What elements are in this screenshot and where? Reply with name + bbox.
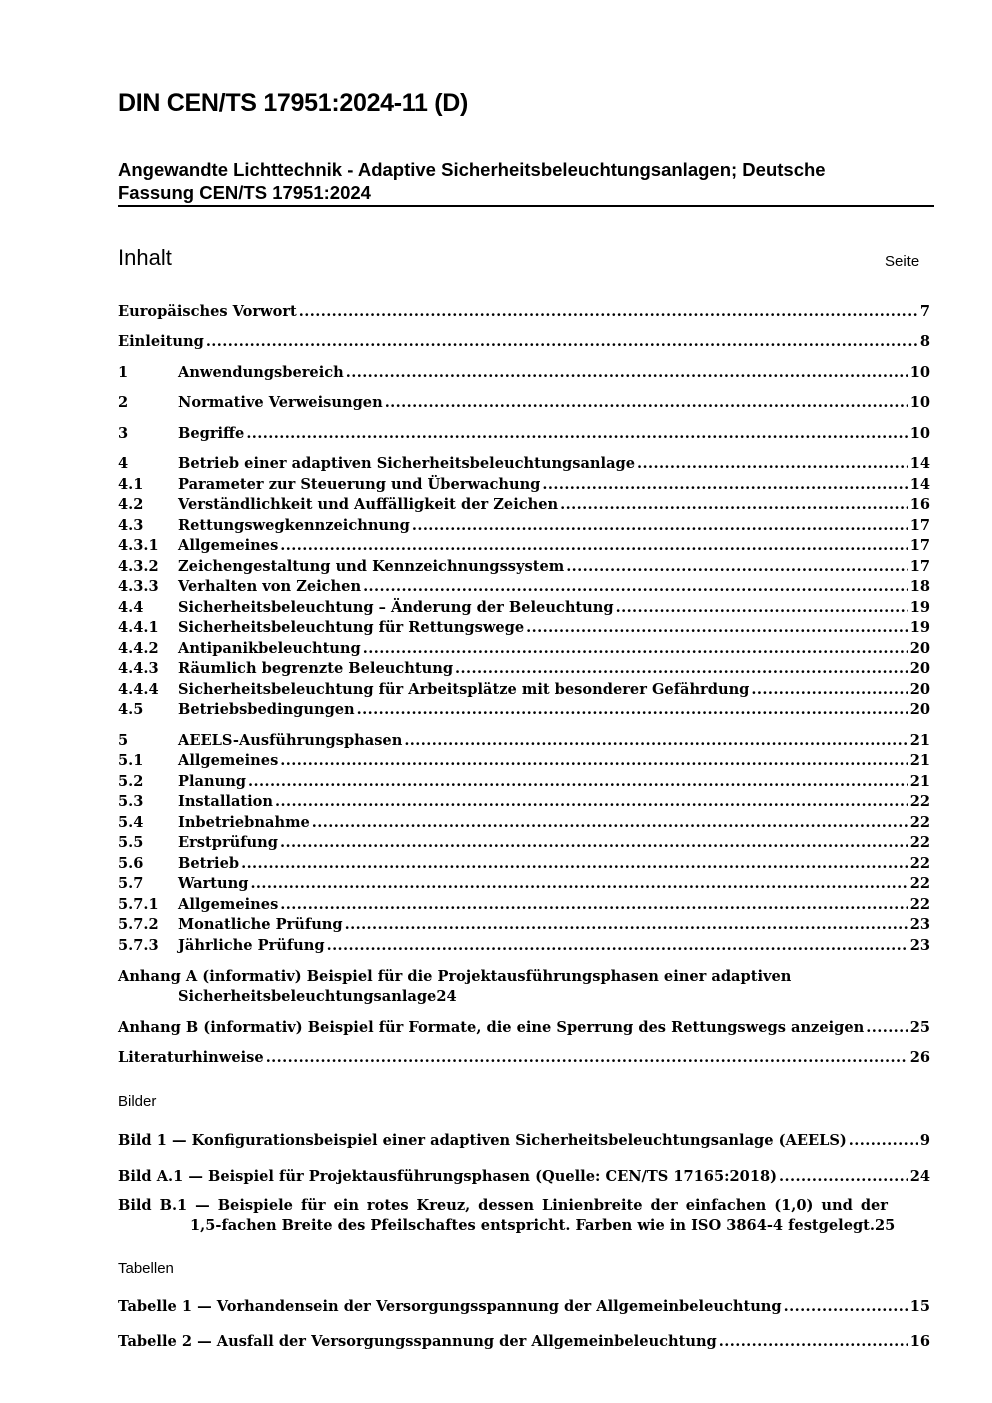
toc-entry-5-7-3[interactable] xyxy=(118,936,930,956)
toc-entry-vorwort[interactable] xyxy=(118,302,930,322)
toc-entry-text: Verständlichkeit und Auffälligkeit der Zeichen xyxy=(178,496,559,513)
leader-dots xyxy=(751,680,907,700)
toc-entry-number: 4.3.1 xyxy=(118,537,159,554)
toc-entry-text: Betrieb einer adaptiven Sicherheitsbeleuchtungsanlage xyxy=(178,455,636,472)
toc-entry-text: Anwendungsbereich xyxy=(178,364,344,381)
toc-entry-page: 10 xyxy=(909,364,930,381)
leader-dots xyxy=(312,813,908,833)
toc-entry-4-4-2[interactable] xyxy=(118,639,930,659)
leader-dots xyxy=(345,915,908,935)
leader-dots xyxy=(246,424,907,444)
toc-entry-5-2[interactable] xyxy=(118,772,930,792)
toc-entry-page: 14 xyxy=(909,455,930,472)
leader-dots xyxy=(616,598,908,618)
leader-dots xyxy=(250,874,907,894)
toc-entry-5-6[interactable] xyxy=(118,854,930,874)
toc-entry-number: 5 xyxy=(118,732,129,749)
leader-dots xyxy=(241,854,908,874)
leader-dots xyxy=(385,393,908,413)
toc-entry-page: 23 xyxy=(909,937,930,954)
toc-entry-text: Literaturhinweise xyxy=(118,1049,264,1066)
toc-entry-text: Wartung xyxy=(178,875,249,892)
toc-entry-text: Sicherheitsbeleuchtung für Arbeitsplätze mit besonderer Gefährdung xyxy=(178,681,750,698)
toc-entry-text: Erstprüfung xyxy=(178,834,278,851)
toc-entry-text: Betriebsbedingungen xyxy=(178,701,355,718)
toc-entry-number: 5.6 xyxy=(118,855,144,872)
toc-entry-number: 4.4.3 xyxy=(118,660,159,677)
leader-dots xyxy=(526,618,908,638)
toc-entry-text: Sicherheitsbeleuchtung für Rettungswege xyxy=(178,619,525,636)
toc-entry-number: 5.2 xyxy=(118,773,144,790)
leader-dots xyxy=(280,751,907,771)
toc-entry-text: Allgemeines xyxy=(178,537,279,554)
figure-entry-page: 24 xyxy=(909,1168,930,1185)
annex-a-line-1: Anhang A (informativ) Beispiel für die Projektausführungsphasen einer adaptiven xyxy=(118,968,792,985)
toc-entry-text: Inbetriebnahme xyxy=(178,814,310,831)
toc-entry-page: 10 xyxy=(909,425,930,442)
bild-b1-line-2: 1,5-fachen Breite des Pfeilschaftes entspricht. Farben wie in ISO 3864-4 festgelegt. xyxy=(190,1217,876,1234)
toc-entry-5-4[interactable] xyxy=(118,813,930,833)
leader-dots xyxy=(849,1131,918,1151)
toc-entry-5-5[interactable] xyxy=(118,833,930,853)
figure-entry-page: 9 xyxy=(919,1132,930,1149)
leader-dots xyxy=(363,639,908,659)
toc-entry-number: 4.4.4 xyxy=(118,681,159,698)
toc-entry-number: 4.2 xyxy=(118,496,144,513)
toc-entry-4[interactable] xyxy=(118,454,930,474)
toc-entry-5-7[interactable] xyxy=(118,874,930,894)
toc-entry-page: 23 xyxy=(909,916,930,933)
figure-entry-text: Bild 1 — Konfigurationsbeispiel einer adaptiven Sicherheitsbeleuchtungsanlage (AEELS) xyxy=(118,1132,847,1149)
toc-entry-4-3-1[interactable] xyxy=(118,536,930,556)
leader-dots xyxy=(560,495,908,515)
toc-entry-page: 21 xyxy=(909,773,930,790)
figures-heading: Bilder xyxy=(118,1093,157,1110)
table-entry-1[interactable] xyxy=(118,1297,930,1317)
toc-entry-text: Einleitung xyxy=(118,333,204,350)
toc-entry-number: 4.4.2 xyxy=(118,640,159,657)
toc-entry-4-4-3[interactable] xyxy=(118,659,930,679)
leader-dots xyxy=(346,363,908,383)
leader-dots xyxy=(542,475,907,495)
toc-entry-text: Planung xyxy=(178,773,247,790)
bild-b1-line-1: Bild B.1 — Beispiele für ein rotes Kreuz, dessen Linienbreite der einfachen (1,0) und der xyxy=(118,1197,888,1214)
toc-entry-text: AEELS-Ausführungsphasen xyxy=(178,732,403,749)
toc-entry-4-2[interactable] xyxy=(118,495,930,515)
toc-entry-5-1[interactable] xyxy=(118,751,930,771)
toc-entry-page: 21 xyxy=(909,732,930,749)
toc-entry-4-4-4[interactable] xyxy=(118,680,930,700)
tables-heading: Tabellen xyxy=(118,1260,174,1277)
toc-entry-page: 20 xyxy=(909,701,930,718)
document-subtitle xyxy=(118,158,934,204)
toc-entry-text: Jährliche Prüfung xyxy=(178,937,325,954)
toc-entry-number: 4.5 xyxy=(118,701,144,718)
toc-entry-text: Anhang B (informativ) Beispiel für Formate, die eine Sperrung des Rettungswegs anzeigen xyxy=(118,1019,865,1036)
toc-entry-4-4-1[interactable] xyxy=(118,618,930,638)
toc-entry-4-3[interactable] xyxy=(118,516,930,536)
document-id: DIN CEN/TS 17951:2024-11 (D) xyxy=(118,89,469,117)
table-entry-text: Tabelle 2 — Ausfall der Versorgungsspannung der Allgemeinbeleuchtung xyxy=(118,1333,717,1350)
toc-entry-page: 17 xyxy=(909,558,930,575)
toc-entry-3[interactable] xyxy=(118,424,930,444)
toc-heading: Inhalt xyxy=(118,245,172,270)
toc-entry-5[interactable] xyxy=(118,731,930,751)
toc-entry-4-4[interactable] xyxy=(118,598,930,618)
toc-entry-page: 22 xyxy=(909,875,930,892)
toc-entry-4-3-3[interactable] xyxy=(118,577,930,597)
leader-dots xyxy=(248,772,908,792)
toc-entry-literature[interactable] xyxy=(118,1048,930,1068)
toc-entry-number: 5.3 xyxy=(118,793,144,810)
toc-entry-number: 3 xyxy=(118,425,129,442)
toc-entry-page: 24 xyxy=(436,988,457,1005)
leader-dots xyxy=(637,454,908,474)
toc-entry-page: 16 xyxy=(909,496,930,513)
toc-entry-text: Allgemeines xyxy=(178,896,279,913)
toc-entry-number: 4.3 xyxy=(118,517,144,534)
toc-entry-2[interactable] xyxy=(118,393,930,413)
toc-entry-5-7-1[interactable] xyxy=(118,895,930,915)
toc-entry-text: Sicherheitsbeleuchtung – Änderung der Beleuchtung xyxy=(178,599,614,616)
toc-entry-number: 5.7.2 xyxy=(118,916,159,933)
toc-entry-text: Installation xyxy=(178,793,274,810)
toc-entry-number: 4.3.2 xyxy=(118,558,159,575)
figure-entry-bild-1[interactable] xyxy=(118,1131,930,1151)
toc-entry-page: 22 xyxy=(909,793,930,810)
leader-dots xyxy=(280,536,907,556)
toc-entry-page: 14 xyxy=(909,476,930,493)
toc-entry-page: 20 xyxy=(909,681,930,698)
toc-entry-number: 5.1 xyxy=(118,752,144,769)
leader-dots xyxy=(266,1048,908,1068)
toc-entry-page: 19 xyxy=(909,599,930,616)
toc-entry-text: Parameter zur Steuerung und Überwachung xyxy=(178,476,541,493)
toc-entry-number: 4.4.1 xyxy=(118,619,159,636)
title-divider xyxy=(118,205,934,207)
leader-dots xyxy=(280,895,907,915)
toc-entry-number: 4.4 xyxy=(118,599,144,616)
toc-entry-4-5[interactable] xyxy=(118,700,930,720)
toc-entry-text: Rettungswegkennzeichnung xyxy=(178,517,410,534)
toc-entry-number: 5.5 xyxy=(118,834,144,851)
annex-a-line-2: Sicherheitsbeleuchtungsanlage xyxy=(178,988,437,1005)
toc-entry-page: 22 xyxy=(909,814,930,831)
toc-entry-number: 5.7.1 xyxy=(118,896,159,913)
figure-entry-bild-a1[interactable] xyxy=(118,1167,930,1187)
toc-entry-page: 7 xyxy=(919,303,930,320)
leader-dots xyxy=(866,1018,907,1038)
table-entry-page: 16 xyxy=(909,1333,930,1350)
toc-entry-page: 8 xyxy=(919,333,930,350)
figure-entry-page: 25 xyxy=(875,1217,896,1234)
leader-dots xyxy=(357,700,908,720)
toc-entry-page: 22 xyxy=(909,896,930,913)
toc-entry-text: Europäisches Vorwort xyxy=(118,303,297,320)
toc-entry-4-1[interactable] xyxy=(118,475,930,495)
leader-dots xyxy=(280,833,908,853)
toc-entry-number: 4.3.3 xyxy=(118,578,159,595)
toc-entry-number: 2 xyxy=(118,394,129,411)
page-column-label: Seite xyxy=(885,253,920,270)
leader-dots xyxy=(404,731,907,751)
toc-entry-page: 20 xyxy=(909,640,930,657)
subtitle-line-2: Fassung CEN/TS 17951:2024 xyxy=(118,182,371,203)
toc-entry-page: 20 xyxy=(909,660,930,677)
toc-entry-text: Normative Verweisungen xyxy=(178,394,383,411)
leader-dots xyxy=(363,577,908,597)
subtitle-line-1: Angewandte Lichttechnik - Adaptive Sicherheitsbeleuchtungsanlagen; Deutsche xyxy=(118,159,826,180)
toc-entry-text: Verhalten von Zeichen xyxy=(178,578,362,595)
leader-dots xyxy=(784,1297,908,1317)
table-entry-2[interactable] xyxy=(118,1332,930,1352)
toc-entry-text: Monatliche Prüfung xyxy=(178,916,343,933)
toc-entry-page: 25 xyxy=(909,1019,930,1036)
leader-dots xyxy=(299,302,918,322)
leader-dots xyxy=(412,516,908,536)
leader-dots xyxy=(327,936,908,956)
toc-entry-text: Allgemeines xyxy=(178,752,279,769)
leader-dots xyxy=(206,332,918,352)
leader-dots xyxy=(779,1167,908,1187)
figure-entry-bild-b1[interactable] xyxy=(118,1196,930,1236)
toc-entry-text: Antipanikbeleuchtung xyxy=(178,640,361,657)
leader-dots xyxy=(719,1332,908,1352)
toc-entry-number: 1 xyxy=(118,364,129,381)
bild-b1-line-2-row xyxy=(118,1216,930,1236)
toc-entry-text: Betrieb xyxy=(178,855,240,872)
toc-entry-page: 22 xyxy=(909,834,930,851)
leader-dots xyxy=(455,659,908,679)
table-entry-text: Tabelle 1 — Vorhandensein der Versorgungsspannung der Allgemeinbeleuchtung xyxy=(118,1298,782,1315)
toc-entry-einleitung[interactable] xyxy=(118,332,930,352)
toc-entry-number: 5.7 xyxy=(118,875,144,892)
toc-entry-page: 10 xyxy=(909,394,930,411)
toc-entry-annex-a[interactable] xyxy=(118,967,930,1007)
toc-entry-number: 5.7.3 xyxy=(118,937,159,954)
toc-entry-number: 4 xyxy=(118,455,129,472)
leader-dots xyxy=(566,557,908,577)
toc-entry-annex-b[interactable] xyxy=(118,1018,930,1038)
toc-entry-page: 21 xyxy=(909,752,930,769)
toc-entry-4-3-2[interactable] xyxy=(118,557,930,577)
toc-entry-text: Räumlich begrenzte Beleuchtung xyxy=(178,660,454,677)
annex-a-line-2-row xyxy=(118,987,930,1007)
toc-entry-number: 4.1 xyxy=(118,476,144,493)
toc-entry-page: 22 xyxy=(909,855,930,872)
toc-entry-5-7-2[interactable] xyxy=(118,915,930,935)
toc-entry-text: Begriffe xyxy=(178,425,245,442)
toc-entry-1[interactable] xyxy=(118,363,930,383)
toc-entry-number: 5.4 xyxy=(118,814,144,831)
figure-entry-text: Bild A.1 — Beispiel für Projektausführungsphasen (Quelle: CEN/TS 17165:2018) xyxy=(118,1168,778,1185)
table-entry-page: 15 xyxy=(909,1298,930,1315)
toc-entry-page: 17 xyxy=(909,517,930,534)
toc-entry-text: Zeichengestaltung und Kennzeichnungssystem xyxy=(178,558,565,575)
toc-entry-page: 26 xyxy=(909,1049,930,1066)
leader-dots xyxy=(275,792,908,812)
toc-entry-5-3[interactable] xyxy=(118,792,930,812)
toc-entry-page: 18 xyxy=(909,578,930,595)
toc-entry-page: 17 xyxy=(909,537,930,554)
toc-entry-page: 19 xyxy=(909,619,930,636)
